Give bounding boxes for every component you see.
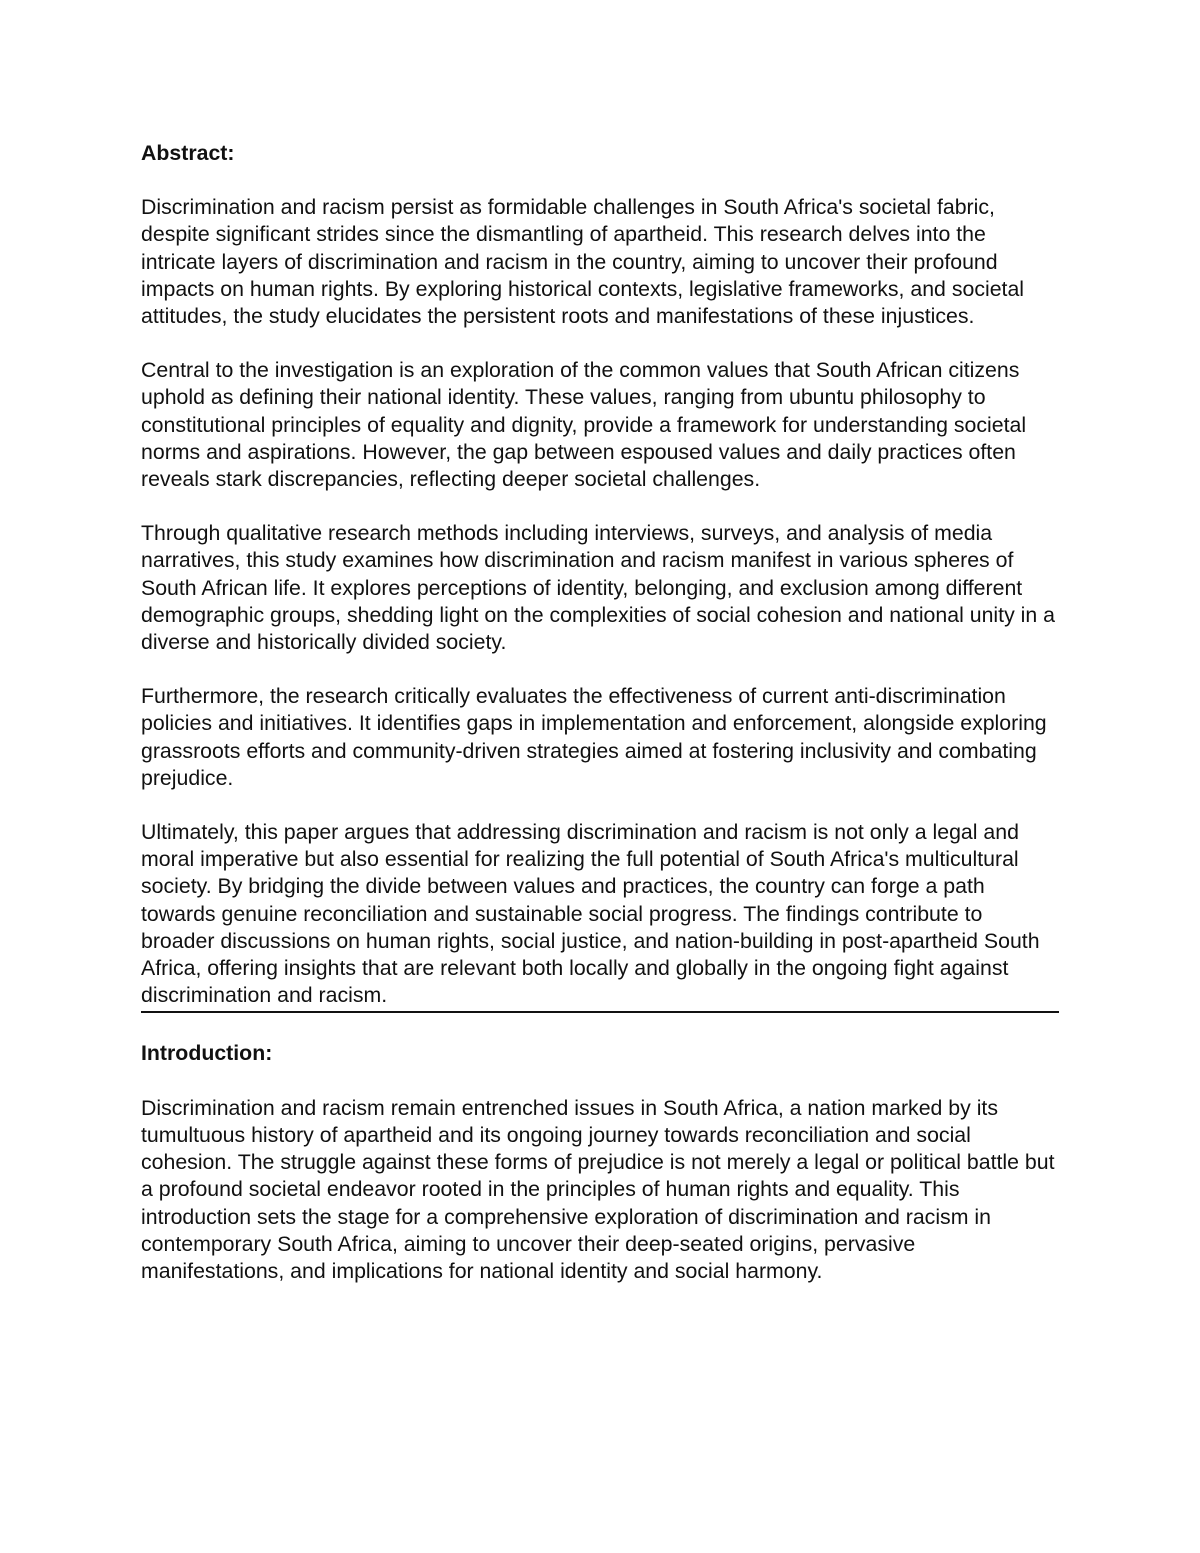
introduction-heading: Introduction: — [141, 1041, 273, 1066]
abstract-paragraph-3: Through qualitative research methods including interviews, surveys, and analysis of media narratives, this study examines how discrimination and racism manifest in various spheres of South African life. It explores perceptions of identity, belonging, and exclusion among different demographic groups, shedding light on the complexities of social cohesion and national unity in a diverse and historically divided society. — [141, 521, 1055, 655]
abstract-section — [141, 140, 1059, 1013]
abstract-heading: Abstract: — [141, 141, 235, 165]
introduction-paragraph-1: Discrimination and racism remain entrenched issues in South Africa, a nation marked by its tumultuous history of apartheid and its ongoing journey towards reconciliation and social cohesion. The struggle against these forms of prejudice is not merely a legal or political battle but a profound societal endeavor rooted in the principles of human rights and equality. This introduction sets the stage for a comprehensive exploration of discrimination and racism in contemporary South Africa, aiming to uncover their deep-seated origins, pervasive manifestations, and implications for national identity and social harmony. — [141, 1095, 1055, 1283]
abstract-paragraph-4: Furthermore, the research critically evaluates the effectiveness of current anti-discrimination policies and initiatives. It identifies gaps in implementation and enforcement, alongside exploring grassroots efforts and community-driven strategies aimed at fostering inclusivity and combating prejudice. — [141, 684, 1047, 790]
abstract-paragraph-5: Ultimately, this paper argues that addressing discrimination and racism is not only a legal and moral imperative but also essential for realizing the full potential of South Africa's multicultural society. By bridging the divide between values and practices, the country can forge a path towards genuine reconciliation and sustainable social progress. The findings contribute to broader discussions on human rights, social justice, and nation-building in post-apartheid South Africa, offering insights that are relevant both locally and globally in the ongoing fight against discrimination and racism. — [141, 819, 1059, 1013]
introduction-section — [141, 1040, 1059, 1285]
document-page — [141, 140, 1059, 1312]
abstract-paragraph-1: Discrimination and racism persist as formidable challenges in South Africa's societal fabric, despite significant strides since the dismantling of apartheid. This research delves into the intricate layers of discrimination and racism in the country, aiming to uncover their profound impacts on human rights. By exploring historical contexts, legislative frameworks, and societal attitudes, the study elucidates the persistent roots and manifestations of these injustices. — [141, 195, 1025, 329]
abstract-paragraph-2: Central to the investigation is an exploration of the common values that South African citizens uphold as defining their national identity. These values, ranging from ubuntu philosophy to constitutional principles of equality and dignity, provide a framework for understanding societal norms and aspirations. However, the gap between espoused values and daily practices often reveals stark discrepancies, reflecting deeper societal challenges. — [141, 358, 1027, 492]
